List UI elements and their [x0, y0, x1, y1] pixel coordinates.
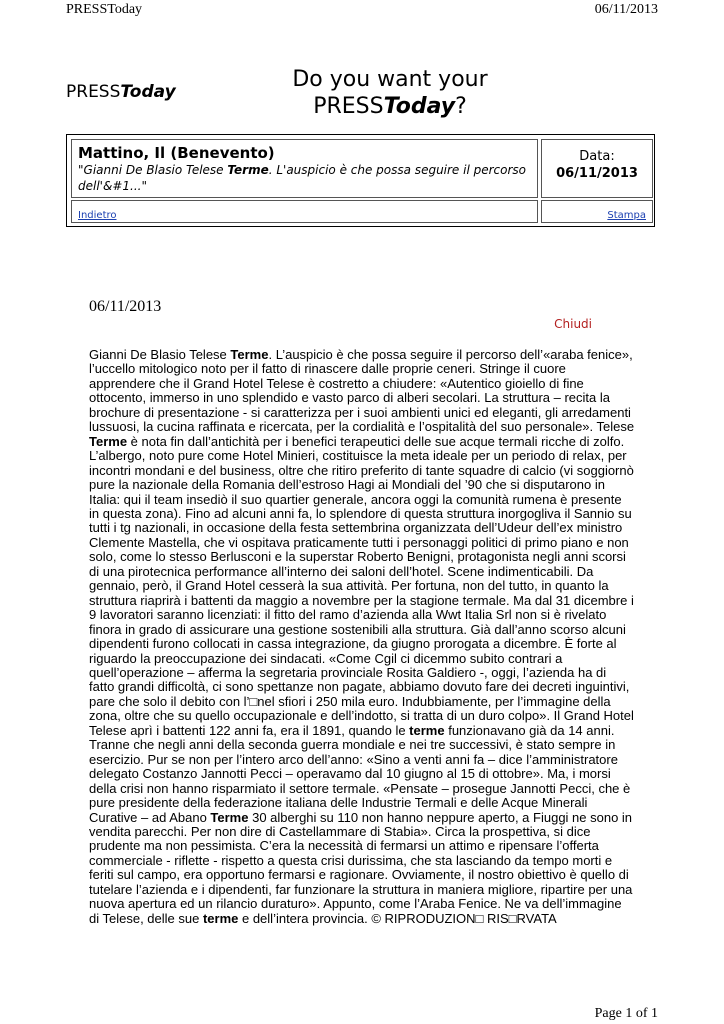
date-value: 06/11/2013: [556, 166, 638, 181]
promo-today: Today: [383, 94, 456, 119]
promo-qmark: ?: [455, 94, 467, 119]
article-date: 06/11/2013: [89, 298, 162, 315]
subtitle-text-b: . L'auspicio è che possa seguire il percorso dell'&#1...: [78, 163, 527, 193]
article-text-5: 30 alberghi su 110 non hanno neppure aperto, a Fiuggi ne sono in vendita parecchi. Per non dire di Castellammare di Stabia». Circa la prospettiva, si dice prudente ma non pessimista. C’era la necessità di fermarsi un attimo e ripensare l’offerta commerciale - riflette - rispetto a questa crisi durissima, che sta lasciando da tempo morti e feriti sul campo, era opportuno fermarsi e ragionare. Ovviamente, il nostro obiettivo è quello di tutelare l’azienda e i dipendenti, far funzionare la struttura in maniera migliore, ripartire per una nuova apertura ed un rilancio duraturo». Appunto, come l’Araba Fenice. Ne va dell’immagine di Telese, delle sue: [89, 809, 633, 926]
article-body: [89, 348, 635, 926]
subtitle-quote-open: ": [78, 163, 84, 177]
source-info-box: [66, 134, 655, 227]
source-title-cell: [71, 139, 538, 198]
brand-press: PRESS: [66, 82, 121, 102]
date-label: Data:: [579, 149, 615, 164]
article-term-4: Terme: [210, 809, 249, 825]
brand-today: Today: [120, 82, 176, 102]
back-link[interactable]: Indietro: [78, 210, 117, 221]
back-cell: [71, 200, 538, 223]
article-text-2: . L’auspicio è che possa seguire il percorso dell’«araba fenice», l’uccello mitologico noto per il fatto di rinascere dalle proprie ceneri. Stringe il cuore apprendere che il Grand Hotel Telese è costretto a chiudere: «Autentico gioiello di fine ottocento, immerso in uno splendido e vasto parco di alberi secolari. La struttura – recita la brochure di presentazione - si caratterizza per i suoi ambienti unici ed eleganti, gli arredamenti lussuosi, la cucina raffinata e ricercata, per la cordialità e l’ospitalità del suo personale». Telese: [89, 347, 635, 435]
article-term-1: Terme: [230, 347, 269, 362]
page-number: Page 1 of 1: [594, 1006, 658, 1021]
article-text-6: e dell’intera provincia. © RIPRODUZION□ RIS□RVATA: [238, 910, 557, 926]
promo-banner[interactable]: [240, 66, 540, 120]
article-text-3: è nota fin dall’antichità per i benefici terapeutici delle sue acque termali ricche di zolfo. L’albergo, noto pure come Hotel Minieri, costituisce la meta ideale per un periodo di relax, per incontri mondani e del business, oltre che ritiro preferito di tante squadre di calcio (vi soggiornò pure la nazionale della Romania dell’estroso Hagi ai Mondiali del ’90 che si disputarono in Italia: qui il team insediò il suo quartier generale, ancora oggi la comunità rumena è presente in questa zona). Fino ad alcuni anni fa, lo splendore di questa struttura inorgogliva il Sannio su tutti i tg nazionali, in occasione della festa settembrina organizzata dell’Udeur dell’ex ministro Clemente Mastella, che vi ospitava praticamente tutti i personaggi politici di primo piano e non solo, come lo stesso Berlusconi e la superstar Roberto Benigni, protagonista negli anni scorsi di una pirotecnica performance all’interno dei saloni dell’hotel. Scene indimenticabili. Da gennaio, però, il Grand Hotel cesserà la sua attività. Per fortuna, non del tutto, in quanto la struttura riaprirà i battenti da maggio a novembre per la stagione termale. Ma dal 31 dicembre i 9 lavoratori saranno licenziati: il fitto del ramo d’azienda alla Wwt Italia Srl non si è rivelato finora in grado di assicurare una gestione sostenibili alla struttura. Già dall’anno scorso alcuni dipendenti furono collocati in cassa integrazione, da giugno prorogata a dicembre. È forte al riguardo la preoccupazione dei sindacati. «Come Cgil ci dicemmo subito contrari a quell’operazione – afferma la segretaria provinciale Rosita Galdiero -, oggi, l’azienda ha di fatto grandi difficoltà, ci sono spettanze non pagate, abbiamo dovuto fare dei decreti inguintivi, pare che solo il debito con l’□nel sfiori i 250 mila euro. Indubbiamente, per l’immagine della zona, oltre che su quello occupazionale e dell’indotto, si tratta di un duro colpo». Il Grand Hotel Telese aprì i battenti 122 anni fa, era il 1891, quando le: [89, 433, 634, 738]
print-link[interactable]: Stampa: [607, 210, 646, 221]
print-cell: [541, 200, 653, 223]
article-term-5: terme: [202, 910, 239, 926]
source-subtitle: [78, 162, 531, 194]
page-header-left: PRESSToday: [66, 2, 143, 17]
subtitle-text-a: Gianni De Blasio Telese: [83, 163, 228, 177]
article-term-3: terme: [409, 722, 445, 738]
promo-press: PRESS: [313, 94, 384, 119]
article-term-2: Terme: [89, 433, 128, 449]
source-name: Mattino, Il (Benevento): [78, 144, 275, 162]
presstoday-logo: [66, 82, 176, 102]
page-header-date: 06/11/2013: [594, 2, 658, 17]
subtitle-bold-term: Terme: [227, 163, 269, 177]
article-text-1: Gianni De Blasio Telese: [89, 347, 231, 362]
subtitle-quote-close: ": [141, 179, 147, 193]
promo-line1: Do you want your: [292, 67, 488, 92]
close-link[interactable]: Chiudi: [554, 317, 592, 331]
source-date-cell: [541, 139, 653, 198]
article-text-4: funzionavano già da 14 anni. Tranne che negli anni della seconda guerra mondiale e nei tre successivi, è stato sempre in esercizio. Pur se non per l’intero arco dell’anno: «Sino a venti anni fa – dice l’amministratore delegato Costanzo Jannotti Pecci – operavamo dal 10 giugno al 15 di ottobre». Ma, i morsi della crisi non hanno risparmiato il settore termale. «Pensate – prosegue Jannotti Pecci, che è pure presidente della federazione italiana delle Industrie Termali e delle Acque Minerali Curative – ad Abano: [89, 722, 631, 825]
